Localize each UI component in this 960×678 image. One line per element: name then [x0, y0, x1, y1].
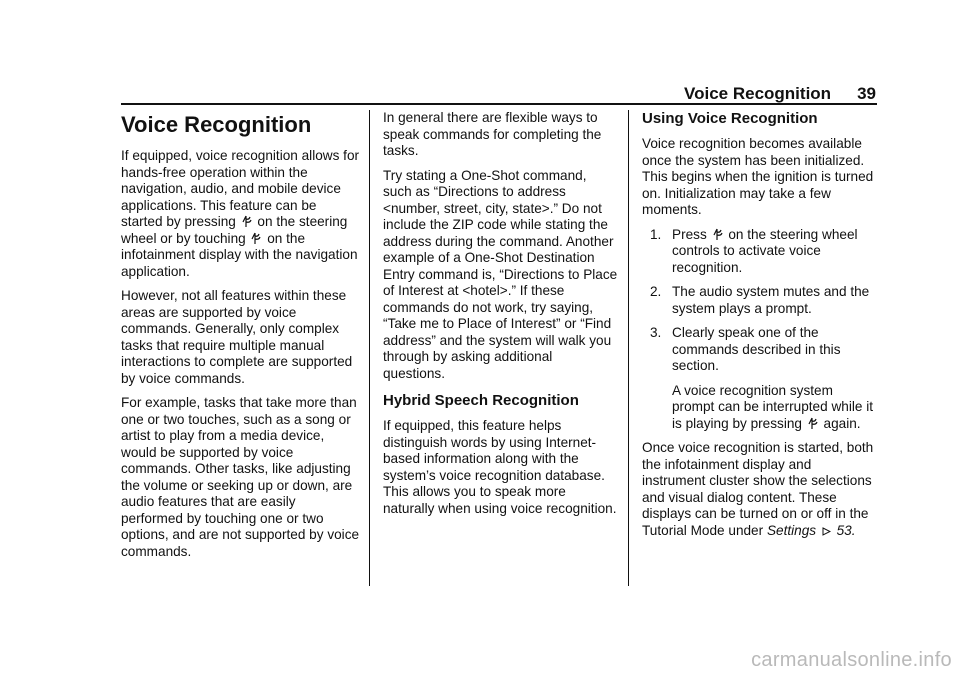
- steps-list: [642, 227, 878, 375]
- paragraph: If equipped, this feature helps distinguish words by using Internet-based information along with the system’s voice recognition database. This allows you to speak more naturally when using voice recognition.: [383, 418, 617, 516]
- voice-command-icon: [808, 417, 818, 430]
- paragraph: [121, 148, 361, 280]
- text: A voice recognition system prompt can be interrupted while it is playing by pressing: [672, 382, 873, 431]
- paragraph: However, not all features within these areas are supported by voice commands. Generally, only complex tasks that require multiple manual interactions to complete are supported by voice commands.: [121, 288, 353, 386]
- text: again.: [823, 415, 861, 431]
- paragraph: In general there are flexible ways to speak commands for completing the tasks.: [383, 110, 602, 158]
- paragraph: Voice recognition becomes available once the system has been initialized. This begins when the ignition is turned on. Initialization may take a few moments.: [642, 136, 874, 217]
- column-2: [383, 110, 618, 525]
- section-heading: Hybrid Speech Recognition: [383, 392, 579, 409]
- column-3: [642, 110, 878, 547]
- voice-command-icon: [713, 228, 723, 241]
- text: Clearly speak one of the commands described in this section.: [672, 325, 841, 373]
- text: Once voice recognition is started, both the infotainment display and instrument cluster show the selections and visual dialog content. These displays can be turned on or off in the Tutorial Mode under: [642, 440, 874, 538]
- voice-command-icon: [251, 232, 261, 245]
- paragraph: [642, 440, 878, 539]
- text: If equipped, voice recognition allows for hands-free operation within the navigation, audio, and mobile device applications. This feature can be started by pressing: [121, 148, 360, 229]
- cross-reference-page: 53.: [836, 522, 856, 538]
- header-section-title: Voice Recognition: [684, 84, 832, 103]
- voice-command-icon: [242, 215, 252, 228]
- cross-reference-link[interactable]: [767, 523, 856, 538]
- list-item: [642, 284, 878, 317]
- step-note: [642, 383, 878, 433]
- text: on the infotainment display with the navigation application.: [121, 230, 358, 279]
- text: on the steering wheel or by touching: [121, 214, 348, 246]
- watermark: carmanualsonline.info: [751, 649, 952, 671]
- page-number: 39: [857, 84, 876, 103]
- text: on the steering wheel controls to activate voice recognition.: [672, 226, 858, 275]
- step-number: 3.: [650, 325, 662, 340]
- cross-reference-title: Settings: [766, 522, 817, 538]
- step-number: 1.: [650, 226, 662, 242]
- paragraph: For example, tasks that take more than one or two touches, such as a song or artist to play from a media device, would be supported by voice commands. Other tasks, like adjusting the volume or seeking up or down, are audio features that are easily performed by touching one or two options, and are not supported by voice commands.: [121, 395, 360, 559]
- column-divider: [369, 110, 370, 586]
- section-heading: Using Voice Recognition: [642, 110, 818, 127]
- paragraph: Try stating a One-Shot command, such as “Directions to address <number, street, city, state>.” Do not include the ZIP code while stating the address during the command. Another example of a One-Shot Destination Entry command is, “Directions to Place of Interest at <hotel>.” If these commands do not work, try saying, “Take me to Place of Interest” or “Find address” and the system will walk you through by asking additional questions.: [383, 167, 618, 381]
- text: Press: [672, 226, 707, 242]
- list-item: [642, 325, 878, 375]
- step-number: 2.: [650, 284, 662, 299]
- main-title: Voice Recognition: [121, 112, 312, 137]
- page-reference-icon: [822, 527, 831, 536]
- column-divider: [628, 110, 629, 586]
- text: The audio system mutes and the system plays a prompt.: [672, 284, 870, 316]
- list-item: [642, 227, 878, 277]
- column-1: [121, 110, 361, 568]
- page-header: [0, 84, 876, 104]
- header-rule: [121, 103, 877, 105]
